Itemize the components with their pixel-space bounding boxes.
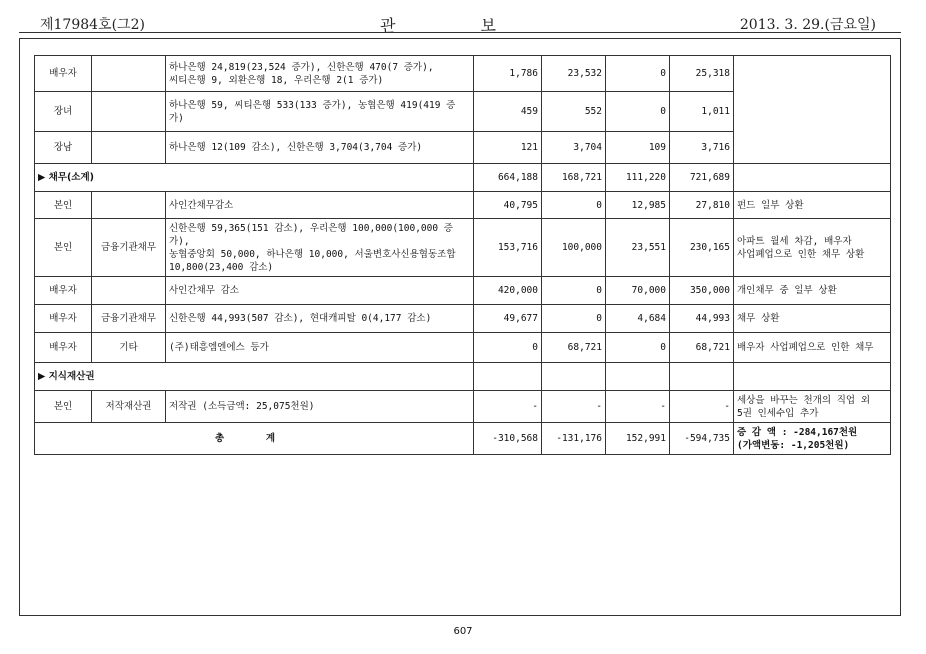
cell-inc: 0 [542,192,606,219]
table-row [35,305,891,333]
cell-prev: 664,188 [474,164,542,192]
cell-prev: 420,000 [474,277,542,305]
cell-curr: 3,716 [670,132,734,164]
cell-curr: 68,721 [670,333,734,363]
total-reason: 증 감 액 : -284,167천원 (가액변동: -1,205천원) [734,423,891,455]
cell-dec: 70,000 [606,277,670,305]
section-label-ip: ▶ 지식재산권 [35,363,474,391]
total-label: 총 계 [35,423,474,455]
cell-prev: 49,677 [474,305,542,333]
cell-kind: 기타 [92,333,166,363]
cell-detail: (주)태흥엠엔에스 등가 [166,333,474,363]
cell-inc: 0 [542,305,606,333]
cell-prev: 1,786 [474,56,542,92]
header-rule [19,32,901,33]
cell-curr: 44,993 [670,305,734,333]
cell-curr: 230,165 [670,219,734,277]
cell-prev: 0 [474,333,542,363]
table-row [35,219,891,277]
cell-reason: 개인채무 중 일부 상환 [734,277,891,305]
cell-curr: 350,000 [670,277,734,305]
total-inc: -131,176 [542,423,606,455]
cell-curr: 1,011 [670,92,734,132]
asset-table [34,55,891,455]
cell-reason: 배우자 사업폐업으로 인한 채무 [734,333,891,363]
cell-dec: 4,684 [606,305,670,333]
cell-dec: 109 [606,132,670,164]
cell-relation: 배우자 [35,277,92,305]
cell-kind [92,132,166,164]
cell-reason [734,164,891,192]
cell-inc: - [542,391,606,423]
cell-prev: 459 [474,92,542,132]
cell-curr: 27,810 [670,192,734,219]
cell-inc: 0 [542,277,606,305]
section-row-debt [35,164,891,192]
cell-relation: 배우자 [35,56,92,92]
cell-dec: 0 [606,333,670,363]
cell-kind [92,192,166,219]
cell-dec [606,363,670,391]
cell-detail: 하나은행 12(109 감소), 신한은행 3,704(3,704 증가) [166,132,474,164]
total-prev: -310,568 [474,423,542,455]
section-row-ip [35,363,891,391]
cell-kind [92,277,166,305]
cell-curr [670,363,734,391]
section-label-debt: ▶ 채무(소계) [35,164,474,192]
total-dec: 152,991 [606,423,670,455]
cell-kind: 저작재산권 [92,391,166,423]
page-number: 607 [453,626,473,637]
cell-reason: 채무 상환 [734,305,891,333]
total-row [35,423,891,455]
cell-detail: 저작권 (소득금액: 25,075천원) [166,391,474,423]
cell-inc: 68,721 [542,333,606,363]
cell-kind [92,56,166,92]
cell-reason: 펀드 일부 상환 [734,192,891,219]
cell-relation: 장녀 [35,92,92,132]
total-curr: -594,735 [670,423,734,455]
cell-reason: 세상을 바꾸는 천개의 직업 외 5권 인세수입 추가 [734,391,891,423]
cell-prev: 153,716 [474,219,542,277]
cell-kind [92,92,166,132]
cell-reason: 아파트 월세 차감, 배우자 사업폐업으로 인한 채무 상환 [734,219,891,277]
cell-relation: 본인 [35,391,92,423]
cell-kind: 금융기관채무 [92,219,166,277]
cell-curr: - [670,391,734,423]
table-row [35,277,891,305]
cell-detail: 사인간채무감소 [166,192,474,219]
cell-relation: 배우자 [35,305,92,333]
cell-detail: 하나은행 59, 씨티은행 533(133 증가), 농협은행 419(419 증가) [166,92,474,132]
cell-inc [542,363,606,391]
issue-number: 제17984호(그2) [40,17,145,33]
cell-curr: 721,689 [670,164,734,192]
cell-prev [474,363,542,391]
table-row [35,192,891,219]
cell-inc: 552 [542,92,606,132]
cell-relation: 본인 [35,219,92,277]
cell-detail: 신한은행 59,365(151 감소), 우리은행 100,000(100,000 증가), 농협중앙회 50,000, 하나은행 10,000, 서울변호사신용협동조합 10,800(23,400 감소) [166,219,474,277]
cell-dec: 12,985 [606,192,670,219]
cell-inc: 100,000 [542,219,606,277]
cell-reason [734,56,891,164]
issue-date: 2013. 3. 29.(금요일) [739,17,876,33]
cell-prev: 121 [474,132,542,164]
cell-relation: 장남 [35,132,92,164]
cell-reason [734,363,891,391]
cell-dec: 23,551 [606,219,670,277]
cell-dec: 111,220 [606,164,670,192]
cell-inc: 168,721 [542,164,606,192]
cell-dec: - [606,391,670,423]
gazette-title: 관 보 [380,16,536,35]
cell-curr: 25,318 [670,56,734,92]
cell-detail: 신한은행 44,993(507 감소), 현대캐피탈 0(4,177 감소) [166,305,474,333]
cell-prev: - [474,391,542,423]
cell-inc: 3,704 [542,132,606,164]
table-row [35,333,891,363]
table-row [35,391,891,423]
cell-kind: 금융기관채무 [92,305,166,333]
cell-detail: 사인간채무 감소 [166,277,474,305]
cell-relation: 본인 [35,192,92,219]
cell-dec: 0 [606,56,670,92]
cell-inc: 23,532 [542,56,606,92]
cell-detail: 하나은행 24,819(23,524 증가), 신한은행 470(7 증가), 씨티은행 9, 외환은행 18, 우리은행 2(1 증가) [166,56,474,92]
cell-prev: 40,795 [474,192,542,219]
cell-dec: 0 [606,92,670,132]
cell-relation: 배우자 [35,333,92,363]
table-row [35,56,891,92]
